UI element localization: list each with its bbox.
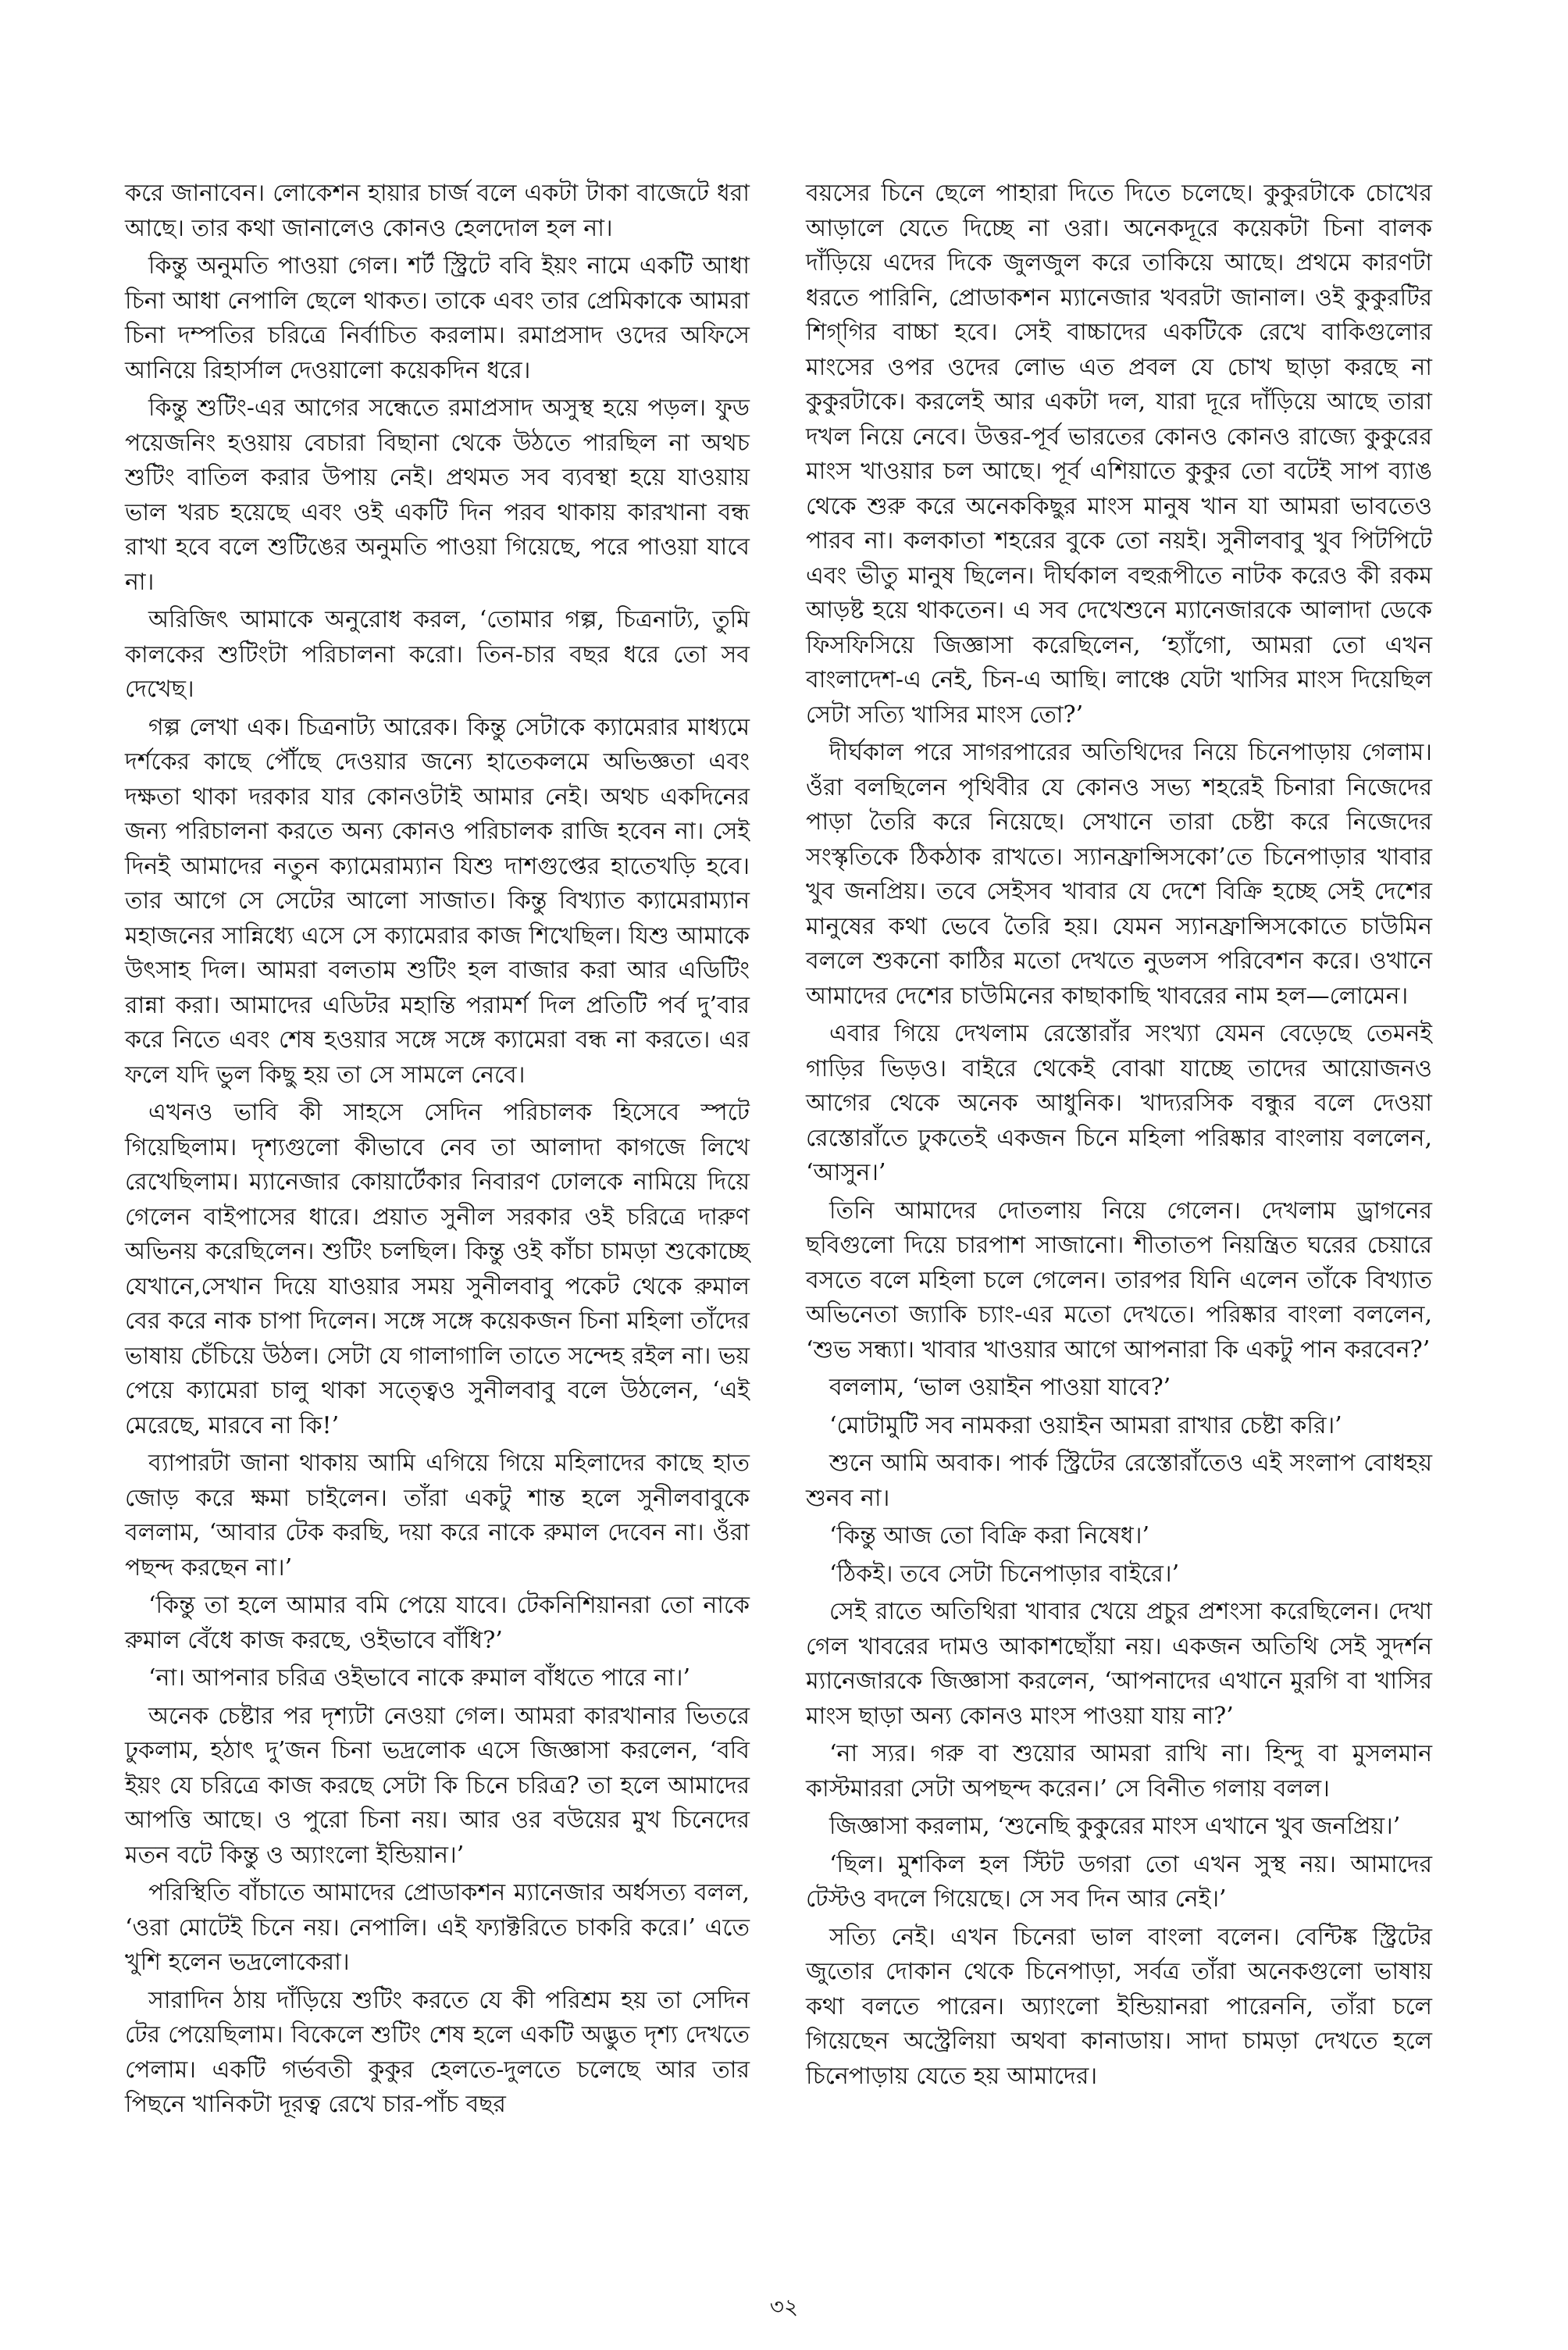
paragraph: ‘ঠিকই। তবে সেটা চিনেপাড়ার বাইরে।’ — [829, 1560, 1180, 1588]
paragraph: বয়সের চিনে ছেলে পাহারা দিতে দিতে চলেছে। কুকুরটাকে চোখের আড়ালে যেতে দিচ্ছে না ওরা। অনেকদূরে কয়েকটা চিনা বালক দাঁড়িয়ে এদের দিকে জুলজুল করে তাকিয়ে আছে। প্রথমে কারণটা ধরতে পারিনি, প্রোডাকশন ম্যানেজার খবরটা জানাল। ওই কুকুরটির শিগ্‌গির বাচ্চা হবে। সেই বাচ্চাদের একটিকে রেখে বাকিগুলোর মাংসের ওপর ওদের লোভ এত প্রবল যে চোখ ছাড়া করছে না কুকুরটাকে। করলেই আর একটা দল, যারা দূরে দাঁড়িয়ে আছে তারা দখল নিয়ে নেবে। উত্তর-পূর্ব ভারতের কোনও কোনও রাজ্যে কুকুরের মাংস খাওয়ার চল আছে। পূর্ব এশিয়াতে কুকুর তো বটেই সাপ ব্যাঙ থেকে শুরু করে অনেককিছুর মাংস মানুষ খান যা আমরা ভাবতেও পারব না। কলকাতা শহরের বুকে তো নয়ই। সুনীলবাবু খুব পিটপিটে এবং ভীতু মানুষ ছিলেন। দীর্ঘকাল বহুরূপীতে নাটক করেও কী রকম আড়ষ্ট হয়ে থাকতেন। এ সব দেখেশুনে ম্যানেজারকে আলাদা ডেকে ফিসফিসিয়ে জিজ্ঞাসা করেছিলেন, ‘হ্যাঁগো, আমরা তো এখন বাংলাদেশ-এ নেই, চিন-এ আছি। লাঞ্চে যেটা খাসির মাংস দিয়েছিল সেটা সত্যি খাসির মাংস তো?’ — [806, 180, 1432, 729]
paragraph: তিনি আমাদের দোতলায় নিয়ে গেলেন। দেখলাম ড্রাগনের ছবিগুলো দিয়ে চারপাশ সাজানো। শীতাতপ নিয়ন্ত্রিত ঘরের চেয়ারে বসতে বলে মহিলা চলে গেলেন। তারপর যিনি এলেন তাঁকে বিখ্যাত অভিনেতা জ্যাকি চ্যাং-এর মতো দেখতে। পরিষ্কার বাংলা বললেন, ‘শুভ সন্ধ্যা। খাবার খাওয়ার আগে আপনারা কি একটু পান করবেন?’ — [806, 1196, 1432, 1364]
paragraph: গল্প লেখা এক। চিত্রনাট্য আরেক। কিন্তু সেটাকে ক্যামেরার মাধ্যমে দর্শকের কাছে পৌঁছে দেওয়ার জন্যে হাতেকলমে অভিজ্ঞতা এবং দক্ষতা থাকা দরকার যার কোনওটাই আমার নেই। অথচ একদিনের জন্য পরিচালনা করতে অন্য কোনও পরিচালক রাজি হবেন না। সেই দিনই আমাদের নতুন ক্যামেরাম্যান যিশু দাশগুপ্তের হাতেখড়ি হবে। তার আগে সে সেটের আলো সাজাত। কিন্তু বিখ্যাত ক্যামেরাম্যান মহাজনের সান্নিধ্যে এসে সে ক্যামেরার কাজ শিখেছিল। যিশু আমাকে উৎসাহ দিল। আমরা বলতাম শুটিং হল বাজার করা আর এডিটিং রান্না করা। আমাদের এডিটর মহান্তি পরামর্শ দিল প্রতিটি পর্ব দু’বার করে নিতে এবং শেষ হওয়ার সঙ্গে সঙ্গে ক্যামেরা বন্ধ না করতে। এর ফলে যদি ভুল কিছু হয় তা সে সামলে নেবে। — [125, 713, 750, 1089]
left-column — [125, 177, 750, 2126]
paragraph: ‘ছিল। মুশকিল হল স্টিট ডগরা তো এখন সুস্থ নয়। আমাদের টেস্টও বদলে গিয়েছে। সে সব দিন আর নেই।’ — [806, 1850, 1432, 1913]
paragraph: জিজ্ঞাসা করলাম, ‘শুনেছি কুকুরের মাংস এখানে খুব জনপ্রিয়।’ — [829, 1813, 1401, 1840]
paragraph: ‘কিন্তু আজ তো বিক্রি করা নিষেধ।’ — [829, 1522, 1149, 1549]
paragraph: শুনে আমি অবাক। পার্ক স্ট্রিটের রেস্তোরাঁতেও এই সংলাপ বোধহয় শুনব না। — [806, 1450, 1432, 1512]
right-column — [806, 177, 1432, 2097]
paragraph: ‘মোটামুটি সব নামকরা ওয়াইন আমরা রাখার চেষ্টা করি।’ — [829, 1411, 1342, 1439]
paragraph: করে জানাবেন। লোকেশন হায়ার চার্জ বলে একটা টাকা বাজেটে ধরা আছে। তার কথা জানালেও কোনও হেলদোল হল না। — [125, 180, 750, 242]
paragraph: ‘কিন্তু তা হলে আমার বমি পেয়ে যাবে। টেকনিশিয়ানরা তো নাকে রুমাল বেঁধে কাজ করছে, ওইভাবে বাঁধি?’ — [125, 1592, 750, 1654]
paragraph: সেই রাতে অতিথিরা খাবার খেয়ে প্রচুর প্রশংসা করেছিলেন। দেখা গেল খাবরের দামও আকাশছোঁয়া নয়। একজন অতিথি সেই সুদর্শন ম্যানেজারকে জিজ্ঞাসা করলেন, ‘আপনাদের এখানে মুরগি বা খাসির মাংস ছাড়া অন্য কোনও মাংস পাওয়া যায় না?’ — [806, 1598, 1432, 1730]
paragraph: বললাম, ‘ভাল ওয়াইন পাওয়া যাবে?’ — [829, 1374, 1171, 1401]
paragraph: ব্যাপারটা জানা থাকায় আমি এগিয়ে গিয়ে মহিলাদের কাছে হাত জোড় করে ক্ষমা চাইলেন। তাঁরা একটু শান্ত হলে সুনীলবাবুকে বললাম, ‘আবার টেক করছি, দয়া করে নাকে রুমাল দেবেন না। ওঁরা পছন্দ করছেন না।’ — [125, 1450, 750, 1582]
page-number: ৩২ — [769, 2294, 799, 2320]
paragraph: সারাদিন ঠায় দাঁড়িয়ে শুটিং করতে যে কী পরিশ্রম হয় তা সেদিন টের পেয়েছিলাম। বিকেলে শুটিং শেষ হলে একটি অদ্ভুত দৃশ্য দেখতে পেলাম। একটি গর্ভবতী কুকুর হেলতে-দুলতে চলেছে আর তার পিছনে খানিকটা দূরত্ব রেখে চার-পাঁচ বছর — [125, 1986, 750, 2118]
paragraph: অরিজিৎ আমাকে অনুরোধ করল, ‘তোমার গল্প, চিত্রনাট্য, তুমি কালকের শুটিংটা পরিচালনা করো। তিন-চার বছর ধরে তো সব দেখেছ। — [125, 606, 750, 703]
paragraph: এখনও ভাবি কী সাহসে সেদিন পরিচালক হিসেবে স্পটে গিয়েছিলাম। দৃশ্যগুলো কীভাবে নেব তা আলাদা কাগজে লিখে রেখেছিলাম। ম্যানেজার কোয়ার্টেকার নিবারণ ঢোলকে নামিয়ে দিয়ে গেলেন বাইপাসের ধারে। প্রয়াত সুনীল সরকার ওই চরিত্রে দারুণ অভিনয় করেছিলেন। শুটিং চলছিল। কিন্তু ওই কাঁচা চামড়া শুকোচ্ছে যেখানে,সেখান দিয়ে যাওয়ার সময় সুনীলবাবু পকেট থেকে রুমাল বের করে নাক চাপা দিলেন। সঙ্গে সঙ্গে কয়েকজন চিনা মহিলা তাঁদের ভাষায় চেঁচিয়ে উঠল। সেটা যে গালাগালি তাতে সন্দেহ রইল না। ভয় পেয়ে ক্যামেরা চালু থাকা সত্ত্বেও সুনীলবাবু বলে উঠলেন, ‘এই মেরেছে, মারবে না কি!’ — [125, 1099, 750, 1439]
paragraph: কিন্তু অনুমতি পাওয়া গেল। শর্ট স্ট্রিটে ববি ইয়ং নামে একটি আধা চিনা আধা নেপালি ছেলে থাকত। তাকে এবং তার প্রেমিকাকে আমরা চিনা দম্পতির চরিত্রে নির্বাচিত করলাম। রমাপ্রসাদ ওদের অফিসে আনিয়ে রিহার্সাল দেওয়ালো কয়েকদিন ধরে। — [125, 252, 750, 384]
paragraph: দীর্ঘকাল পরে সাগরপারের অতিথিদের নিয়ে চিনেপাড়ায় গেলাম। ওঁরা বলছিলেন পৃথিবীর যে কোনও সভ্য শহরেই চিনারা নিজেদের পাড়া তৈরি করে নিয়েছে। সেখানে তারা চেষ্টা করে নিজেদের সংস্কৃতিকে ঠিকঠাক রাখতে। স্যানফ্রান্সিসকো’তে চিনেপাড়ার খাবার খুব জনপ্রিয়। তবে সেইসব খাবার যে দেশে বিক্রি হচ্ছে সেই দেশের মানুষের কথা ভেবে তৈরি হয়। যেমন স্যানফ্রান্সিসকোতে চাউমিন বললে শুকনো কাঠির মতো দেখতে নুডলস পরিবেশন করে। ওখানে আমাদের দেশের চাউমিনের কাছাকাছি খাবরের নাম হল—লোমেন। — [806, 739, 1432, 1010]
paragraph: অনেক চেষ্টার পর দৃশ্যটা নেওয়া গেল। আমরা কারখানার ভিতরে ঢুকলাম, হঠাৎ দু’জন চিনা ভদ্রলোক এসে জিজ্ঞাসা করলেন, ‘ববি ইয়ং যে চরিত্রে কাজ করছে সেটা কি চিনে চরিত্র? তা হলে আমাদের আপত্তি আছে। ও পুরো চিনা নয়। আর ওর বউয়ের মুখ চিনেদের মতন বটে কিন্তু ও অ্যাংলো ইন্ডিয়ান।’ — [125, 1702, 750, 1869]
paragraph: ‘না। আপনার চরিত্র ওইভাবে নাকে রুমাল বাঁধতে পারে না।’ — [148, 1664, 691, 1692]
paragraph: পরিস্থিতি বাঁচাতে আমাদের প্রোডাকশন ম্যানেজার অর্ধসত্য বলল, ‘ওরা মোটেই চিনে নয়। নেপালি। এই ফ্যাক্টরিতে চাকরি করে।’ এতে খুশি হলেন ভদ্রলোকেরা। — [125, 1879, 750, 1976]
paragraph: ‘না স্যর। গরু বা শুয়োর আমরা রাখি না। হিন্দু বা মুসলমান কাস্টমাররা সেটা অপছন্দ করেন।’ সে বিনীত গলায় বলল। — [806, 1740, 1432, 1803]
paragraph: সত্যি নেই। এখন চিনেরা ভাল বাংলা বলেন। বেন্টিঙ্ক স্ট্রিটের জুতোর দোকান থেকে চিনেপাড়া, সর্বত্র তাঁরা অনেকগুলো ভাষায় কথা বলতে পারেন। অ্যাংলো ইন্ডিয়ানরা পারেননি, তাঁরা চলে গিয়েছেন অস্ট্রেলিয়া অথবা কানাডায়। সাদা চামড়া দেখতে হলে চিনেপাড়ায় যেতে হয় আমাদের। — [806, 1923, 1432, 2090]
paragraph: এবার গিয়ে দেখলাম রেস্তোরাঁর সংখ্যা যেমন বেড়েছে তেমনই গাড়ির ভিড়ও। বাইরে থেকেই বোঝা যাচ্ছে তাদের আয়োজনও আগের থেকে অনেক আধুনিক। খাদ্যরসিক বন্ধুর বলে দেওয়া রেস্তোরাঁতে ঢুকতেই একজন চিনে মহিলা পরিষ্কার বাংলায় বললেন, ‘আসুন।’ — [806, 1020, 1432, 1186]
paragraph: কিন্তু শুটিং-এর আগের সন্ধেতে রমাপ্রসাদ অসুস্থ হয়ে পড়ল। ফুড পয়েজনিং হওয়ায় বেচারা বিছানা থেকে উঠতে পারছিল না অথচ শুটিং বাতিল করার উপায় নেই। প্রথমত সব ব্যবস্থা হয়ে যাওয়ায় ভাল খরচ হয়েছে এবং ওই একটি দিন পরব থাকায় কারখানা বন্ধ রাখা হবে বলে শুটিঙের অনুমতি পাওয়া গিয়েছে, পরে পাওয়া যাবে না। — [125, 394, 750, 596]
